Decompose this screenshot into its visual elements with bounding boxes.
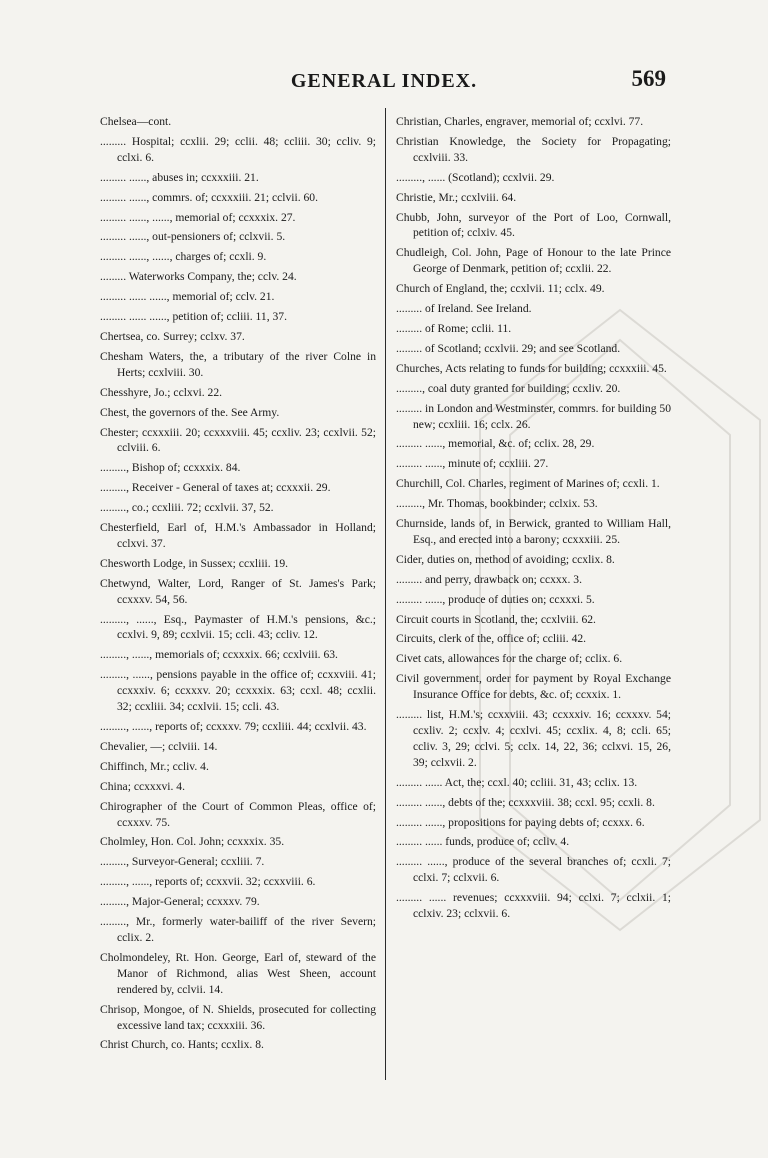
index-entry: ........., Major-General; ccxxxv. 79. bbox=[100, 895, 260, 909]
index-entry: ......... and perry, drawback on; ccxxx. 3. bbox=[396, 572, 582, 586]
index-entry: Chesterfield, Earl of, H.M.'s Ambassador in Holland; cclxvi. 37. bbox=[100, 521, 376, 550]
index-entry: Cider, duties on, method of avoiding; ccxlix. 8. bbox=[396, 552, 615, 566]
index-entry: ......... ......, produce of duties on; ccxxxi. 5. bbox=[396, 592, 595, 606]
index-entry: ......... ...... funds, produce of; ccliv. 4. bbox=[396, 835, 570, 849]
index-entry: ........., Mr., formerly water-bailiff of the river Severn; cclix. 2. bbox=[100, 915, 376, 944]
index-entry: Cholmondeley, Rt. Hon. George, Earl of, steward of the Manor of Richmond, alias West Sheen, account rendered by, cclvii. 14. bbox=[100, 950, 376, 996]
index-entry: ......... ......, propositions for paying debts of; ccxxx. 6. bbox=[396, 815, 645, 829]
index-entry: ......... ......, commrs. of; ccxxxiii. 21; cclvii. 60. bbox=[100, 190, 318, 204]
index-entry: Churnside, lands of, in Berwick, granted to William Hall, Esq., and erected into a barony; ccxxxiii. 25. bbox=[396, 517, 671, 546]
index-entry: ......... ...... ......, memorial of; cclv. 21. bbox=[100, 290, 275, 304]
index-entry: Civet cats, allowances for the charge of; cclix. 6. bbox=[396, 652, 623, 666]
index-entry: ......... ......, abuses in; ccxxxiii. 21. bbox=[100, 170, 259, 184]
index-entry: Chesshyre, Jo.; cclxvi. 22. bbox=[100, 385, 223, 399]
index-entry: ........., ......, pensions payable in the office of; ccxxviii. 41; ccxxxiv. 6; ccxxxv. 20; ccxxxix. 63; ccxl. 48; ccxlii. 32; ccxliii. 34; ccxlvii. 15; ccli. 43. bbox=[100, 668, 376, 714]
index-entry: Chiffinch, Mr.; ccliv. 4. bbox=[100, 759, 209, 773]
index-entry: ......... of Ireland. See Ireland. bbox=[396, 302, 532, 316]
index-entry: Circuits, clerk of the, office of; ccliii. 42. bbox=[396, 632, 587, 646]
index-entry: ......... Waterworks Company, the; cclv. 24. bbox=[100, 270, 297, 284]
index-entry: Churches, Acts relating to funds for building; ccxxxiii. 45. bbox=[396, 361, 667, 375]
index-entry: ......... ......, memorial, &c. of; cclix. 28, 29. bbox=[396, 437, 595, 451]
index-entry: ........., ......, reports of; ccxxxv. 79; ccxliii. 44; ccxlvii. 43. bbox=[100, 720, 367, 733]
index-entry: Church of England, the; ccxlvii. 11; cclx. 49. bbox=[396, 282, 605, 296]
index-entry: ......... ...... revenues; ccxxxviii. 94; cclxi. 7; cclxii. 1; cclxiv. 23; cclxvii. 6. bbox=[396, 891, 671, 921]
index-entry: ......... list, H.M.'s; ccxxviii. 43; ccxxxiv. 16; ccxxxv. 54; ccxliv. 2; ccxlv. 4; ccxlvi. 45; ccxlix. 4, 8; ccli. 65; ccliv. 3, 29; cclvi. 5; cclx. 14, 22, 36; cclxvi. 15, 26, 39; cclxvii. 2. bbox=[396, 708, 671, 769]
index-entry: Christian, Charles, engraver, memorial of; ccxlvi. 77. bbox=[396, 115, 644, 128]
page-header bbox=[0, 66, 768, 98]
index-entry: Churchill, Col. Charles, regiment of Marines of; ccxli. 1. bbox=[396, 477, 660, 491]
index-entry: Chesworth Lodge, in Sussex; ccxliii. 19. bbox=[100, 556, 289, 570]
index-entry: ......... ......, debts of the; ccxxxviii. 38; ccxl. 95; ccxli. 8. bbox=[396, 795, 655, 809]
index-entry: Chertsea, co. Surrey; cclxv. 37. bbox=[100, 329, 245, 343]
index-entry: ........., Bishop of; ccxxxix. 84. bbox=[100, 461, 241, 475]
index-entry: Chrisop, Mongoe, of N. Shields, prosecuted for collecting excessive land tax; ccxxxiii. 36. bbox=[100, 1002, 376, 1032]
index-entry: ......... of Rome; cclii. 11. bbox=[396, 321, 512, 335]
index-entry: Christian Knowledge, the Society for Propagating; ccxlviii. 33. bbox=[396, 134, 671, 164]
index-entry: Chesham Waters, the, a tributary of the river Colne in Herts; ccxlviii. 30. bbox=[100, 349, 376, 379]
index-entry: ........., Mr. Thomas, bookbinder; cclxix. 53. bbox=[396, 497, 598, 511]
index-entry: Chubb, John, surveyor of the Port of Loo, Cornwall, petition of; cclxiv. 45. bbox=[396, 210, 671, 240]
index-entry: Chetwynd, Walter, Lord, Ranger of St. James's Park; ccxxxv. 54, 56. bbox=[100, 576, 376, 606]
index-entry: Chirographer of the Court of Common Pleas, office of; ccxxxv. 75. bbox=[100, 799, 376, 829]
index-entry: Chelsea—cont. bbox=[100, 115, 172, 128]
index-entry: ......... Hospital; ccxlii. 29; cclii. 48; ccliii. 30; ccliv. 9; cclxi. 6. bbox=[100, 134, 376, 164]
index-entry: ........., coal duty granted for building; ccxliv. 20. bbox=[396, 381, 621, 395]
index-entry: ......... ......, ......, charges of; ccxli. 9. bbox=[100, 250, 267, 264]
page-title: GENERAL INDEX. bbox=[290, 70, 478, 92]
index-entry: ......... ......, ......, memorial of; ccxxxix. 27. bbox=[100, 210, 296, 224]
index-entry: Cholmley, Hon. Col. John; ccxxxix. 35. bbox=[100, 835, 285, 849]
index-entry: ......... ......, out-pensioners of; cclxvii. 5. bbox=[100, 230, 286, 244]
index-entry: ......... ...... ......, petition of; ccliii. 11, 37. bbox=[100, 310, 287, 324]
index-entry: Christ Church, co. Hants; ccxlix. 8. bbox=[100, 1038, 264, 1052]
index-entry: Chudleigh, Col. John, Page of Honour to the late Prince George of Denmark, petition of; ccxlii. 22. bbox=[396, 246, 671, 276]
index-entry: Chester; ccxxxiii. 20; ccxxxviii. 45; ccxliv. 23; ccxlvii. 52; cclviii. 6. bbox=[100, 425, 376, 455]
index-column-left bbox=[100, 114, 376, 1057]
index-entry: ......... ......, minute of; ccxliii. 27. bbox=[396, 457, 549, 471]
index-entry: ......... of Scotland; ccxlvii. 29; and see Scotland. bbox=[396, 341, 621, 355]
index-entry: Christie, Mr.; ccxlviii. 64. bbox=[396, 190, 517, 204]
column-divider bbox=[385, 108, 386, 1080]
index-entry: ........., ......, reports of; ccxxvii. 32; ccxxviii. 6. bbox=[100, 875, 316, 889]
index-entry: Chest, the governors of the. See Army. bbox=[100, 405, 280, 419]
index-entry: China; ccxxxvi. 4. bbox=[100, 779, 186, 793]
index-entry: ......... in London and Westminster, commrs. for building 50 new; ccxliii. 16; cclx. 26. bbox=[396, 401, 671, 431]
index-entry: ........., ...... (Scotland); ccxlvii. 29. bbox=[396, 170, 555, 184]
index-entry: Chevalier, —; cclviii. 14. bbox=[100, 739, 218, 753]
index-entry: ........., Surveyor-General; ccxliii. 7. bbox=[100, 855, 265, 869]
index-entry: ......... ...... Act, the; ccxl. 40; ccliii. 31, 43; cclix. 13. bbox=[396, 775, 638, 789]
index-column-right bbox=[396, 114, 671, 926]
page-number: 569 bbox=[631, 66, 666, 91]
index-entry: ........., ......, memorials of; ccxxxix. 66; ccxlviii. 63. bbox=[100, 648, 338, 662]
index-entry: ........., ......, Esq., Paymaster of H.M.'s pensions, &c.; ccxlvi. 9, 89; ccxlvii. 15; ccli. 43; ccliv. 12. bbox=[100, 612, 376, 642]
index-entry: Circuit courts in Scotland, the; ccxlviii. 62. bbox=[396, 612, 596, 626]
index-entry: Civil government, order for payment by Royal Exchange Insurance Office for debts, &c. of; ccxxix. 1. bbox=[396, 672, 671, 702]
index-entry: ........., co.; ccxliii. 72; ccxlvii. 37, 52. bbox=[100, 501, 274, 515]
index-entry: ........., Receiver - General of taxes at; ccxxxii. 29. bbox=[100, 481, 331, 495]
index-entry: ......... ......, produce of the several branches of; ccxli. 7; cclxi. 7; cclxvii. 6. bbox=[396, 855, 671, 885]
